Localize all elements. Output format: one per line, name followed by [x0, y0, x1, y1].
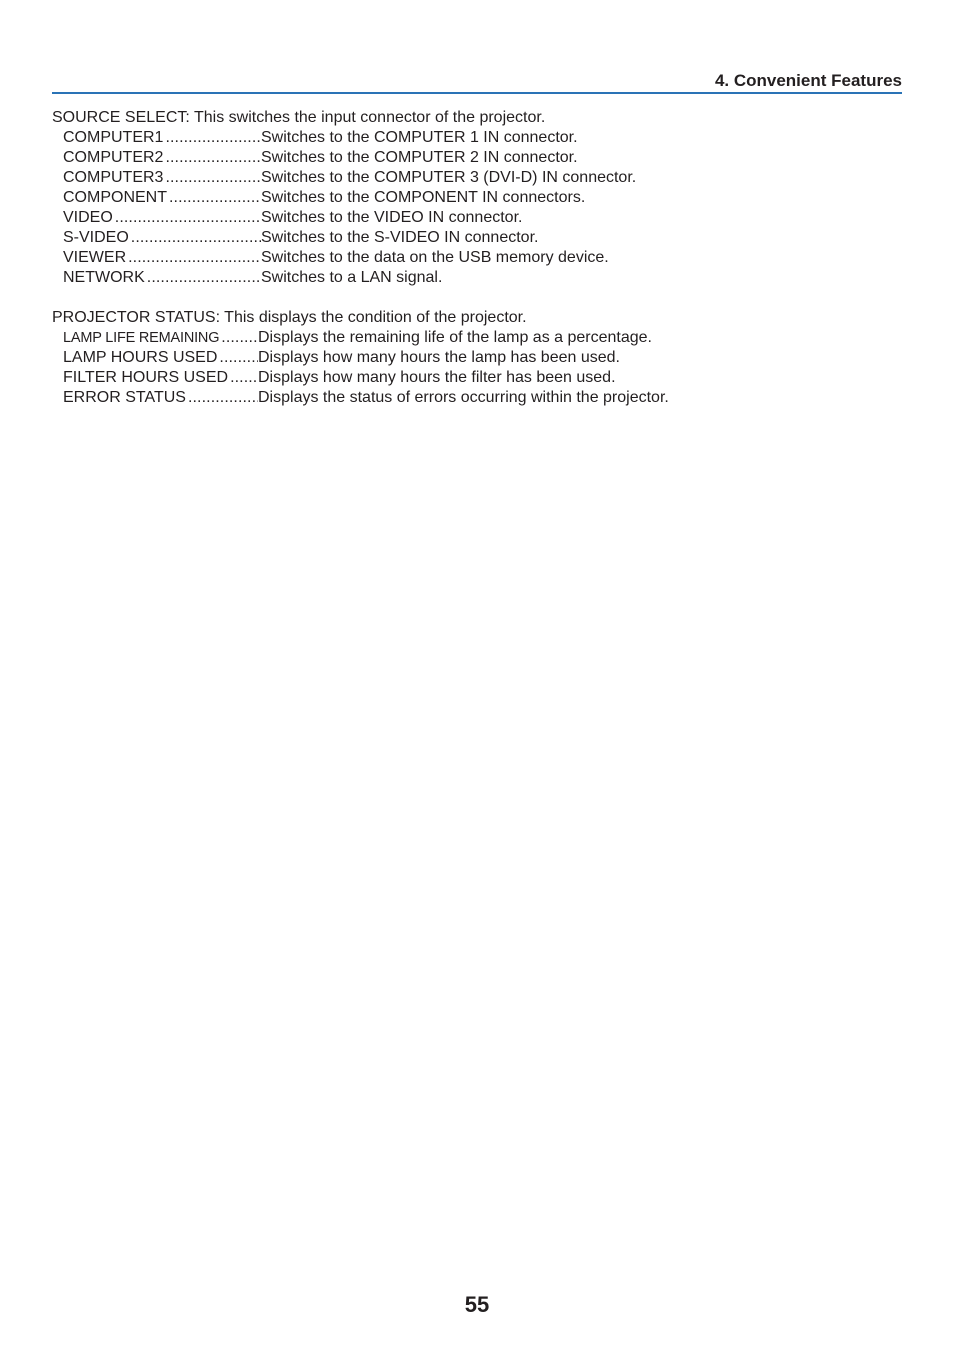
list-item	[52, 368, 902, 388]
dot-leader	[221, 328, 258, 348]
dot-leader	[219, 348, 258, 368]
item-term: COMPONENT	[63, 189, 167, 206]
dot-leader	[115, 208, 261, 228]
projector-status-section	[52, 308, 902, 408]
list-item	[52, 388, 902, 408]
projector-status-heading: PROJECTOR STATUS: This displays the condition of the projector.	[52, 309, 527, 326]
item-term: VIEWER	[63, 249, 127, 266]
dot-leader	[165, 148, 261, 168]
dot-leader	[165, 168, 261, 188]
source-select-heading: SOURCE SELECT: This switches the input connector of the projector.	[52, 109, 546, 126]
item-description: Switches to the data on the USB memory device.	[261, 249, 609, 266]
list-item	[52, 268, 902, 288]
item-description: Switches to the COMPUTER 1 IN connector.	[261, 129, 578, 146]
item-term: COMPUTER3	[63, 169, 164, 186]
item-description: Displays the remaining life of the lamp as a percentage.	[258, 329, 652, 346]
item-term: ERROR STATUS	[63, 389, 186, 406]
list-item	[52, 328, 902, 348]
list-item	[52, 208, 902, 228]
dot-leader	[131, 228, 261, 248]
item-description: Displays how many hours the lamp has been used.	[258, 349, 620, 366]
item-description: Switches to the COMPUTER 3 (DVI-D) IN connector.	[261, 169, 637, 186]
item-term: COMPUTER1	[63, 129, 164, 146]
dot-leader	[188, 388, 258, 408]
list-item	[52, 128, 902, 148]
item-description: Displays how many hours the filter has been used.	[258, 369, 616, 386]
list-item	[52, 188, 902, 208]
section-title: 4. Convenient Features	[714, 71, 902, 90]
dot-leader	[165, 128, 261, 148]
dot-leader	[169, 188, 261, 208]
item-term: COMPUTER2	[63, 149, 164, 166]
item-term: NETWORK	[63, 269, 145, 286]
page-content	[52, 108, 902, 408]
page-number: 55	[464, 1292, 490, 1317]
item-term: FILTER HOURS USED	[63, 369, 229, 386]
list-item	[52, 228, 902, 248]
list-item	[52, 148, 902, 168]
dot-leader	[147, 268, 261, 288]
item-description: Switches to the VIDEO IN connector.	[261, 209, 523, 226]
item-description: Switches to the COMPONENT IN connectors.	[261, 189, 586, 206]
list-item	[52, 168, 902, 188]
dot-leader	[128, 248, 261, 268]
item-term: LAMP HOURS USED	[63, 349, 218, 366]
page-header	[52, 70, 902, 94]
item-description: Displays the status of errors occurring within the projector.	[258, 389, 669, 406]
dot-leader	[230, 368, 258, 388]
list-item	[52, 348, 902, 368]
item-term: S-VIDEO	[63, 229, 129, 246]
item-term: LAMP LIFE REMAINING	[63, 330, 220, 346]
item-term: VIDEO	[63, 209, 113, 226]
list-item	[52, 248, 902, 268]
source-select-section	[52, 108, 902, 288]
item-description: Switches to the COMPUTER 2 IN connector.	[261, 149, 578, 166]
item-description: Switches to the S-VIDEO IN connector.	[261, 229, 539, 246]
item-description: Switches to a LAN signal.	[261, 269, 443, 286]
